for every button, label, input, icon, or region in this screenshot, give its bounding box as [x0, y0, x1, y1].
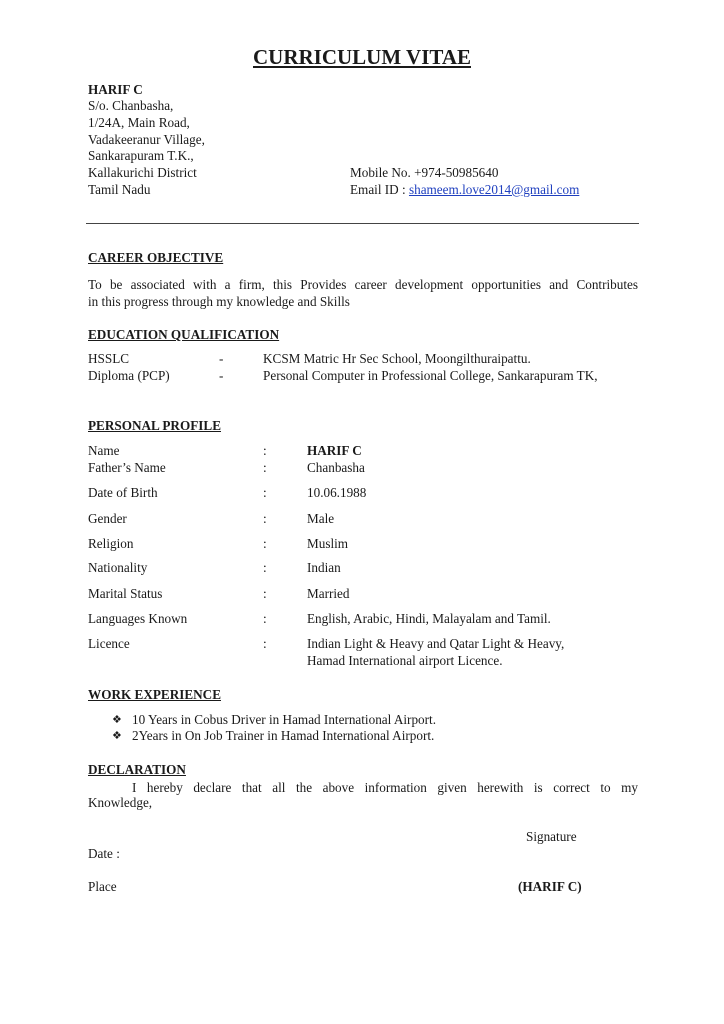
- declaration-text: I hereby declare that all the above information given herewith is correct to my: [132, 780, 638, 795]
- email-row: [350, 182, 579, 198]
- education-detail: KCSM Matric Hr Sec School, Moongilthuraipattu.: [263, 351, 531, 366]
- career-objective-line: To be associated with a firm, this Provides career development opportunities and Contributes: [88, 277, 638, 292]
- declaration-text-continued: Knowledge,: [88, 795, 153, 810]
- profile-value: 10.06.1988: [307, 485, 367, 500]
- personal-profile-heading: PERSONAL PROFILE: [88, 418, 221, 433]
- profile-colon: :: [263, 611, 267, 626]
- email-label: Email ID :: [350, 182, 406, 197]
- education-separator: -: [219, 351, 224, 366]
- address-line: 1/24A, Main Road,: [88, 115, 190, 130]
- work-experience-item: 2Years in On Job Trainer in Hamad International Airport.: [132, 728, 435, 743]
- place-label: Place: [88, 879, 117, 894]
- career-objective-heading: CAREER OBJECTIVE: [88, 250, 224, 265]
- profile-colon: :: [263, 636, 267, 651]
- date-label: Date :: [88, 846, 120, 861]
- education-detail: Personal Computer in Professional College, Sankarapuram TK,: [263, 368, 598, 383]
- profile-label: Religion: [88, 536, 134, 551]
- education-course: HSSLC: [88, 351, 130, 366]
- address-line: Vadakeeranur Village,: [88, 132, 205, 147]
- profile-label: Nationality: [88, 560, 148, 575]
- profile-colon: :: [263, 511, 267, 526]
- signature-label: Signature: [526, 829, 577, 844]
- profile-value: Indian: [307, 560, 341, 575]
- address-line: S/o. Chanbasha,: [88, 98, 174, 113]
- bullet-icon: ❖: [112, 714, 122, 726]
- education-separator: -: [219, 368, 224, 383]
- document-title: CURRICULUM VITAE: [253, 45, 471, 69]
- declaration-heading: DECLARATION: [88, 762, 186, 777]
- address-line: Kallakurichi District: [88, 165, 197, 180]
- signoff-name: (HARIF C): [518, 879, 582, 894]
- profile-value: Chanbasha: [307, 460, 365, 475]
- profile-value: Muslim: [307, 536, 349, 551]
- candidate-name: HARIF C: [88, 82, 143, 97]
- bullet-icon: ❖: [112, 730, 122, 742]
- profile-colon: :: [263, 460, 267, 475]
- profile-colon: :: [263, 443, 267, 458]
- address-line: Sankarapuram T.K.,: [88, 148, 194, 163]
- profile-value: Married: [307, 586, 350, 601]
- work-experience-heading: WORK EXPERIENCE: [88, 687, 221, 702]
- email-link[interactable]: shameem.love2014@gmail.com: [408, 182, 580, 197]
- profile-label: Father’s Name: [88, 460, 166, 475]
- profile-label: Languages Known: [88, 611, 188, 626]
- profile-value: Male: [307, 511, 335, 526]
- profile-value-continued: Hamad International airport Licence.: [307, 653, 503, 668]
- profile-label: Marital Status: [88, 586, 163, 601]
- address-line: Tamil Nadu: [88, 182, 151, 197]
- profile-label: Name: [88, 443, 120, 458]
- education-heading: EDUCATION QUALIFICATION: [88, 327, 280, 342]
- profile-colon: :: [263, 536, 267, 551]
- header-divider: [86, 223, 639, 224]
- profile-value: Indian Light & Heavy and Qatar Light & Heavy,: [307, 636, 565, 651]
- profile-colon: :: [263, 560, 267, 575]
- profile-colon: :: [263, 586, 267, 601]
- profile-label: Licence: [88, 636, 130, 651]
- career-objective-line: in this progress through my knowledge and Skills: [88, 294, 350, 309]
- profile-label: Date of Birth: [88, 485, 158, 500]
- mobile-number: Mobile No. +974-50985640: [350, 165, 499, 180]
- education-course: Diploma (PCP): [88, 368, 170, 383]
- work-experience-item: 10 Years in Cobus Driver in Hamad International Airport.: [132, 712, 436, 727]
- profile-label: Gender: [88, 511, 127, 526]
- profile-value: English, Arabic, Hindi, Malayalam and Tamil.: [307, 611, 551, 626]
- profile-value: HARIF C: [307, 443, 362, 458]
- profile-colon: :: [263, 485, 267, 500]
